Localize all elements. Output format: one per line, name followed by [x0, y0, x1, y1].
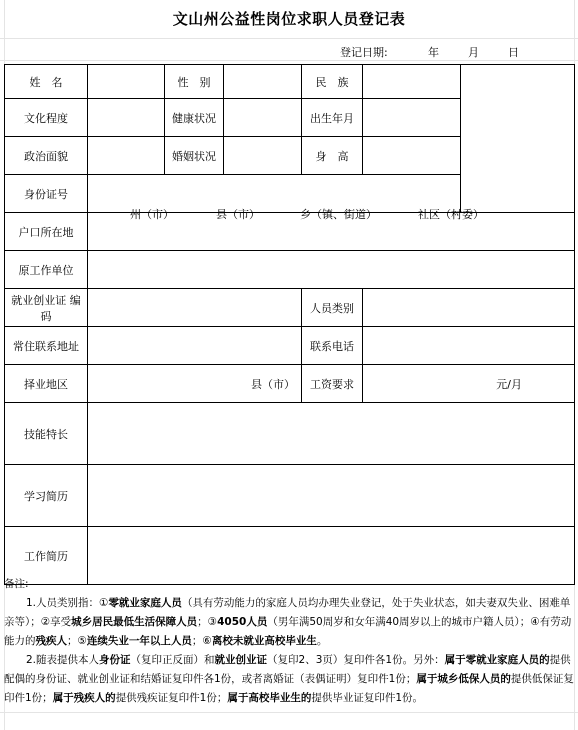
prev-employer-label: 原工作单位: [5, 251, 88, 289]
notes-heading: 备注:: [4, 578, 29, 590]
registration-form-table: [4, 64, 575, 585]
note-1: 1.人员类别指：①零就业家庭人员（具有劳动能力的家庭人员均办理失业登记，处于失业状态，如夫妻双失业、困难单亲等）；②享受城乡居民最低生活保障人员；③4050人员（男年满50周岁和女年满40周岁以上的城市户籍人员）；④有劳动能力的残疾人；⑤连续失业一年以上人员；⑥离校未就业高校毕业生。: [4, 597, 572, 647]
area-county-suffix: 县（市）: [251, 377, 295, 391]
grid-line: [0, 60, 578, 61]
skills-label: 技能特长: [5, 403, 88, 465]
person-type-label: 人员类别: [302, 289, 363, 327]
marital-label: 婚姻状况: [165, 137, 224, 175]
hukou-county: 县（市）: [216, 208, 260, 221]
education-label: 文化程度: [5, 99, 88, 137]
education-field[interactable]: [88, 99, 165, 137]
salary-field[interactable]: [363, 365, 575, 403]
preferred-area-label: 择业地区: [5, 365, 88, 403]
hukou-prefecture: 州（市）: [130, 208, 174, 221]
hukou-field[interactable]: [88, 208, 575, 251]
address-label: 常住联系地址: [5, 327, 88, 365]
photo-cell[interactable]: [461, 65, 575, 213]
notes-section: [4, 575, 574, 708]
gender-label: 性 别: [165, 65, 224, 99]
political-label: 政治面貌: [5, 137, 88, 175]
person-type-field[interactable]: [363, 289, 575, 327]
address-field[interactable]: [88, 327, 302, 365]
employment-cert-field[interactable]: [88, 289, 302, 327]
salary-unit: 元/月: [496, 377, 522, 391]
health-label: 健康状况: [165, 99, 224, 137]
height-field[interactable]: [363, 137, 461, 175]
ethnicity-label: 民 族: [302, 65, 363, 99]
form-title: 文山州公益性岗位求职人员登记表: [172, 10, 406, 28]
grid-line: [0, 712, 578, 713]
gender-field[interactable]: [224, 65, 302, 99]
hukou-label: 户口所在地: [5, 213, 88, 251]
name-field[interactable]: [88, 65, 165, 99]
hukou-town: 乡（镇、街道）: [300, 208, 377, 221]
id-number-label: 身份证号: [5, 175, 88, 213]
note-2: 2.随表提供本人身份证（复印正反面）和就业创业证（复印2、3页）复印件各1份。另外：属于零就业家庭人员的提供配偶的身份证、就业创业证和结婚证复印件各1份，或者离婚证（表偶证明）复印件1份；属于城乡低保人员的提供低保证复印件1份；属于残疾人的提供残疾证复印件1份；属于高校毕业生的提供毕业证复印件1份。: [4, 654, 574, 704]
hukou-community: 社区（村委）: [418, 208, 484, 221]
work-label: 工作简历: [5, 527, 88, 585]
birth-field[interactable]: [363, 99, 461, 137]
prev-employer-field[interactable]: [88, 251, 575, 289]
grid-line: [0, 38, 578, 39]
employment-cert-label: 就业创业证 编码: [5, 289, 88, 327]
date-year: 年: [428, 46, 439, 59]
preferred-area-field[interactable]: [88, 365, 302, 403]
date-day: 日: [508, 46, 519, 59]
salary-label: 工资要求: [302, 365, 363, 403]
study-label: 学习简历: [5, 465, 88, 527]
name-label: 姓 名: [5, 65, 88, 99]
political-field[interactable]: [88, 137, 165, 175]
height-label: 身 高: [302, 137, 363, 175]
phone-label: 联系电话: [302, 327, 363, 365]
health-field[interactable]: [224, 99, 302, 137]
date-label: 登记日期:: [340, 46, 388, 59]
study-field[interactable]: [88, 465, 575, 527]
birth-label: 出生年月: [302, 99, 363, 137]
ethnicity-field[interactable]: [363, 65, 461, 99]
date-month: 月: [468, 46, 479, 59]
marital-field[interactable]: [224, 137, 302, 175]
skills-field[interactable]: [88, 403, 575, 465]
phone-field[interactable]: [363, 327, 575, 365]
